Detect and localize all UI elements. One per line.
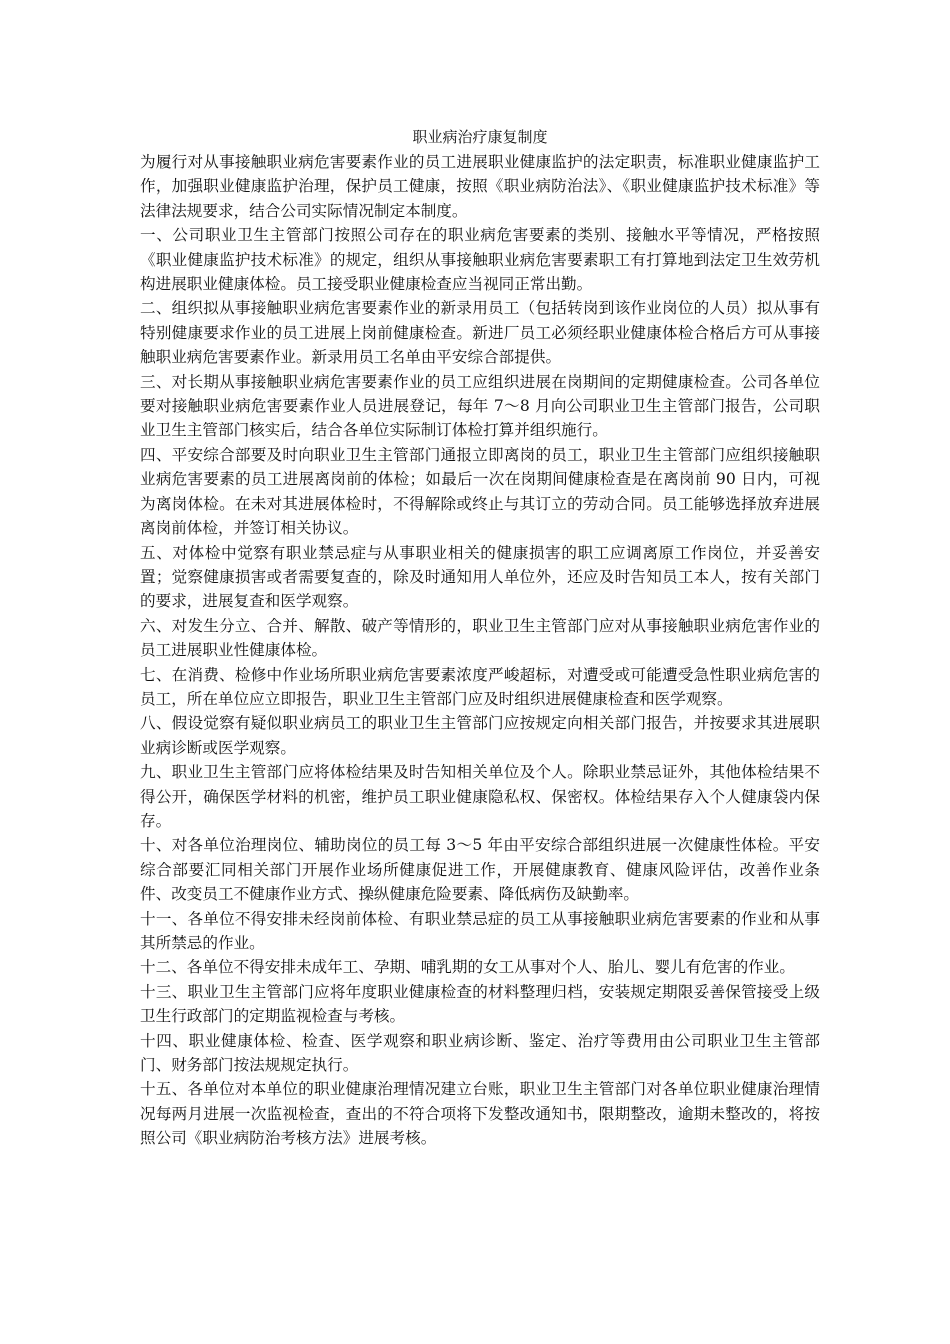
clause-12: 十二、各单位不得安排未成年工、孕期、哺乳期的女工从事对个人、胎儿、婴儿有危害的作业。 (140, 958, 795, 977)
clause-6: 六、对发生分立、合并、解散、破产等情形的，职业卫生主管部门应对从事接触职业病危害作业的员工进展职业性健康体检。 (140, 616, 820, 660)
clause-13: 十三、职业卫生主管部门应将年度职业健康检查的材料整理归档，安装规定期限妥善保管接受上级卫生行政部门的定期监视检查与考核。 (140, 982, 820, 1026)
intro-paragraph: 为履行对从事接触职业病危害要素作业的员工进展职业健康监护的法定职责，标准职业健康监护工作，加强职业健康监护治理，保护员工健康，按照《职业病防治法》、《职业健康监护技术标准》等法律法规要求，结合公司实际情况制定本制度。 (140, 153, 820, 220)
clause-4: 四、平安综合部要及时向职业卫生主管部门通报立即离岗的员工，职业卫生主管部门应组织接触职业病危害要素的员工进展离岗前的体检；如最后一次在岗期间健康检查是在离岗前 90 日内，可视为离岗体检。在未对其进展体检时，不得解除或终止与其订立的劳动合同。员工能够选择放弃进展离岗前体检，并签订相关协议。 (140, 445, 820, 538)
clause-5: 五、对体检中觉察有职业禁忌症与从事职业相关的健康损害的职工应调离原工作岗位，并妥善安置；觉察健康损害或者需要复查的，除及时通知用人单位外，还应及时告知员工本人，按有关部门的要求，进展复查和医学观察。 (140, 543, 820, 611)
clause-7: 七、在消费、检修中作业场所职业病危害要素浓度严峻超标，对遭受或可能遭受急性职业病危害的员工，所在单位应立即报告，职业卫生主管部门应及时组织进展健康检查和医学观察。 (140, 665, 820, 708)
clause-1: 一、公司职业卫生主管部门按照公司存在的职业病危害要素的类别、接触水平等情况，严格按照《职业健康监护技术标准》的规定，组织从事接触职业病危害要素职工有打算地到法定卫生效劳机构进展职业健康体检。员工接受职业健康检查应当视同正常出勤。 (140, 226, 820, 294)
clause-15: 十五、各单位对本单位的职业健康治理情况建立台账，职业卫生主管部门对各单位职业健康治理情况每两月进展一次监视检查，查出的不符合项将下发整改通知书，限期整改，逾期未整改的，将按照公司《职业病防治考核方法》进展考核。 (140, 1080, 820, 1148)
clause-2: 二、组织拟从事接触职业病危害要素作业的新录用员工（包括转岗到该作业岗位的人员）拟从事有特别健康要求作业的员工进展上岗前健康检查。新进厂员工必须经职业健康体检合格后方可从事接触职业病危害要素作业。新录用员工名单由平安综合部提供。 (140, 299, 820, 367)
clause-3: 三、对长期从事接触职业病危害要素作业的员工应组织进展在岗期间的定期健康检查。公司各单位要对接触职业病危害要素作业人员进展登记，每年 7～8 月向公司职业卫生主管部门报告，公司职业卫生主管部门核实后，结合各单位实际制订体检打算并组织施行。 (140, 372, 820, 440)
clause-9: 九、职业卫生主管部门应将体检结果及时告知相关单位及个人。除职业禁忌证外，其他体检结果不得公开，确保医学材料的机密，维护员工职业健康隐私权、保密权。体检结果存入个人健康袋内保存。 (140, 763, 820, 830)
clause-11: 十一、各单位不得安排未经岗前体检、有职业禁忌症的员工从事接触职业病危害要素的作业和从事其所禁忌的作业。 (140, 909, 820, 952)
document-page (140, 124, 820, 1151)
clause-8: 八、假设觉察有疑似职业病员工的职业卫生主管部门应按规定向相关部门报告，并按要求其进展职业病诊断或医学观察。 (140, 714, 820, 757)
clause-14: 十四、职业健康体检、检查、医学观察和职业病诊断、鉴定、治疗等费用由公司职业卫生主管部门、财务部门按法规规定执行。 (140, 1031, 820, 1075)
document-title: 职业病治疗康复制度 (412, 128, 548, 146)
clause-10: 十、对各单位治理岗位、辅助岗位的员工每 3～5 年由平安综合部组织进展一次健康性体检。平安综合部要汇同相关部门开展作业场所健康促进工作，开展健康教育、健康风险评估，改善作业条件、改变员工不健康作业方式、操纵健康危险要素、降低病伤及缺勤率。 (140, 836, 820, 904)
